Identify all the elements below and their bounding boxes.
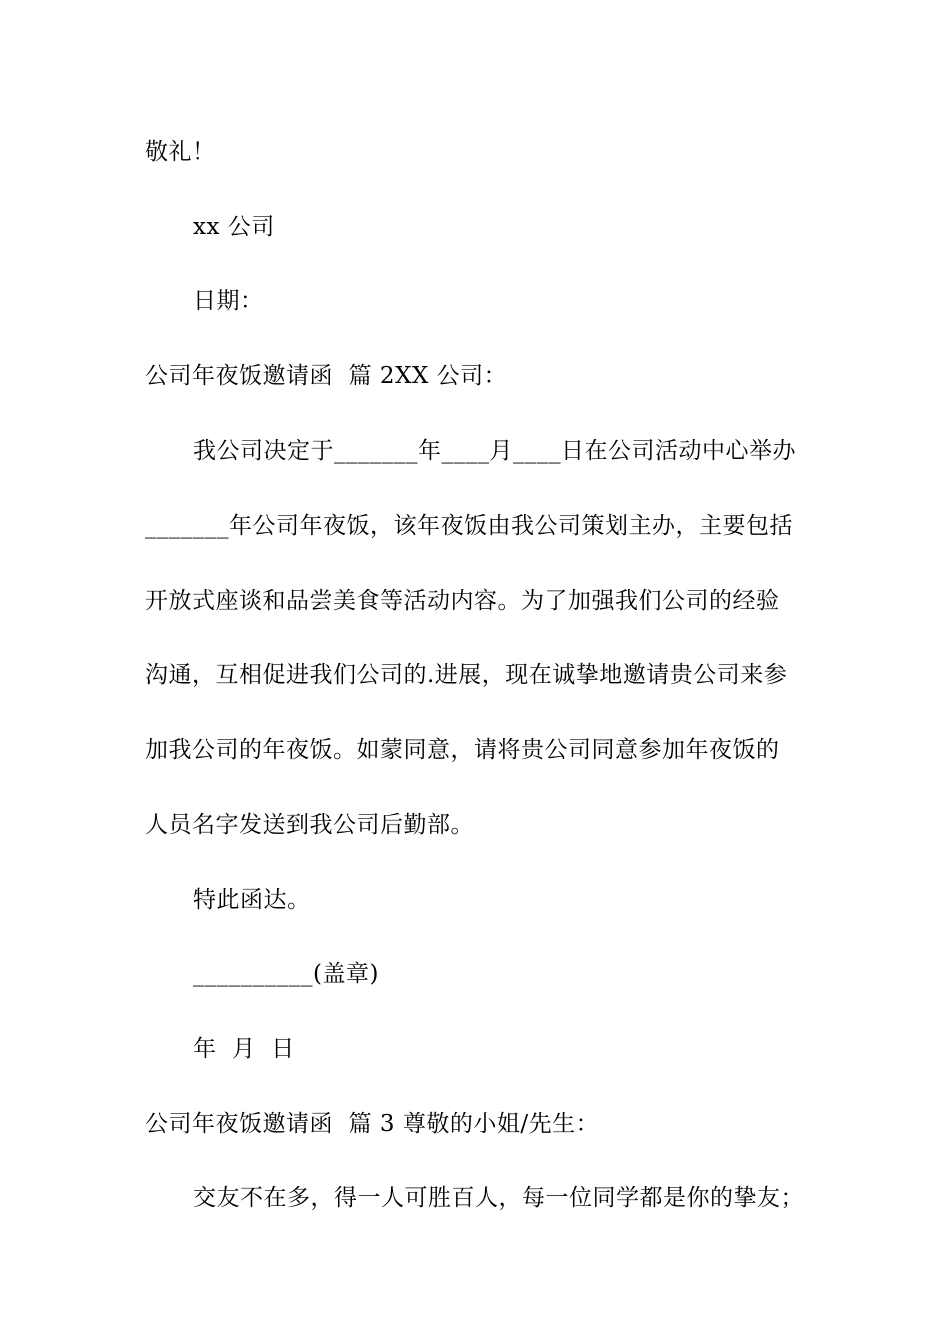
body-paragraph-line: 沟通，互相促进我们公司的.进展，现在诚挚地邀请贵公司来参 (145, 662, 788, 688)
section-heading-3: 公司年夜饭邀请函 篇 3 尊敬的小姐/先生： (145, 1111, 600, 1137)
signature-company: xx 公司 (193, 214, 275, 240)
signature-date: 日期： (193, 288, 264, 314)
stamp-line: __________(盖章) (193, 961, 379, 987)
closing-phrase: 特此函达。 (193, 887, 311, 913)
section-heading-2: 公司年夜饭邀请函 篇 2XX 公司： (145, 363, 508, 389)
body-paragraph-line: 交友不在多，得一人可胜百人，每一位同学都是你的挚友； (193, 1185, 804, 1211)
date-line: 年 月 日 (193, 1036, 295, 1062)
body-paragraph-line: 人员名字发送到我公司后勤部。 (145, 812, 474, 838)
closing-salutation: 敬礼！ (145, 139, 216, 165)
body-paragraph-line: 加我公司的年夜饭。如蒙同意，请将贵公司同意参加年夜饭的 (145, 737, 780, 763)
body-paragraph-line: 开放式座谈和品尝美食等活动内容。为了加强我们公司的经验 (145, 588, 780, 614)
body-paragraph-line: 我公司决定于_______年____月____日在公司活动中心举办 (193, 438, 796, 464)
body-paragraph-line: _______年公司年夜饭，该年夜饭由我公司策划主办，主要包括 (145, 513, 793, 539)
